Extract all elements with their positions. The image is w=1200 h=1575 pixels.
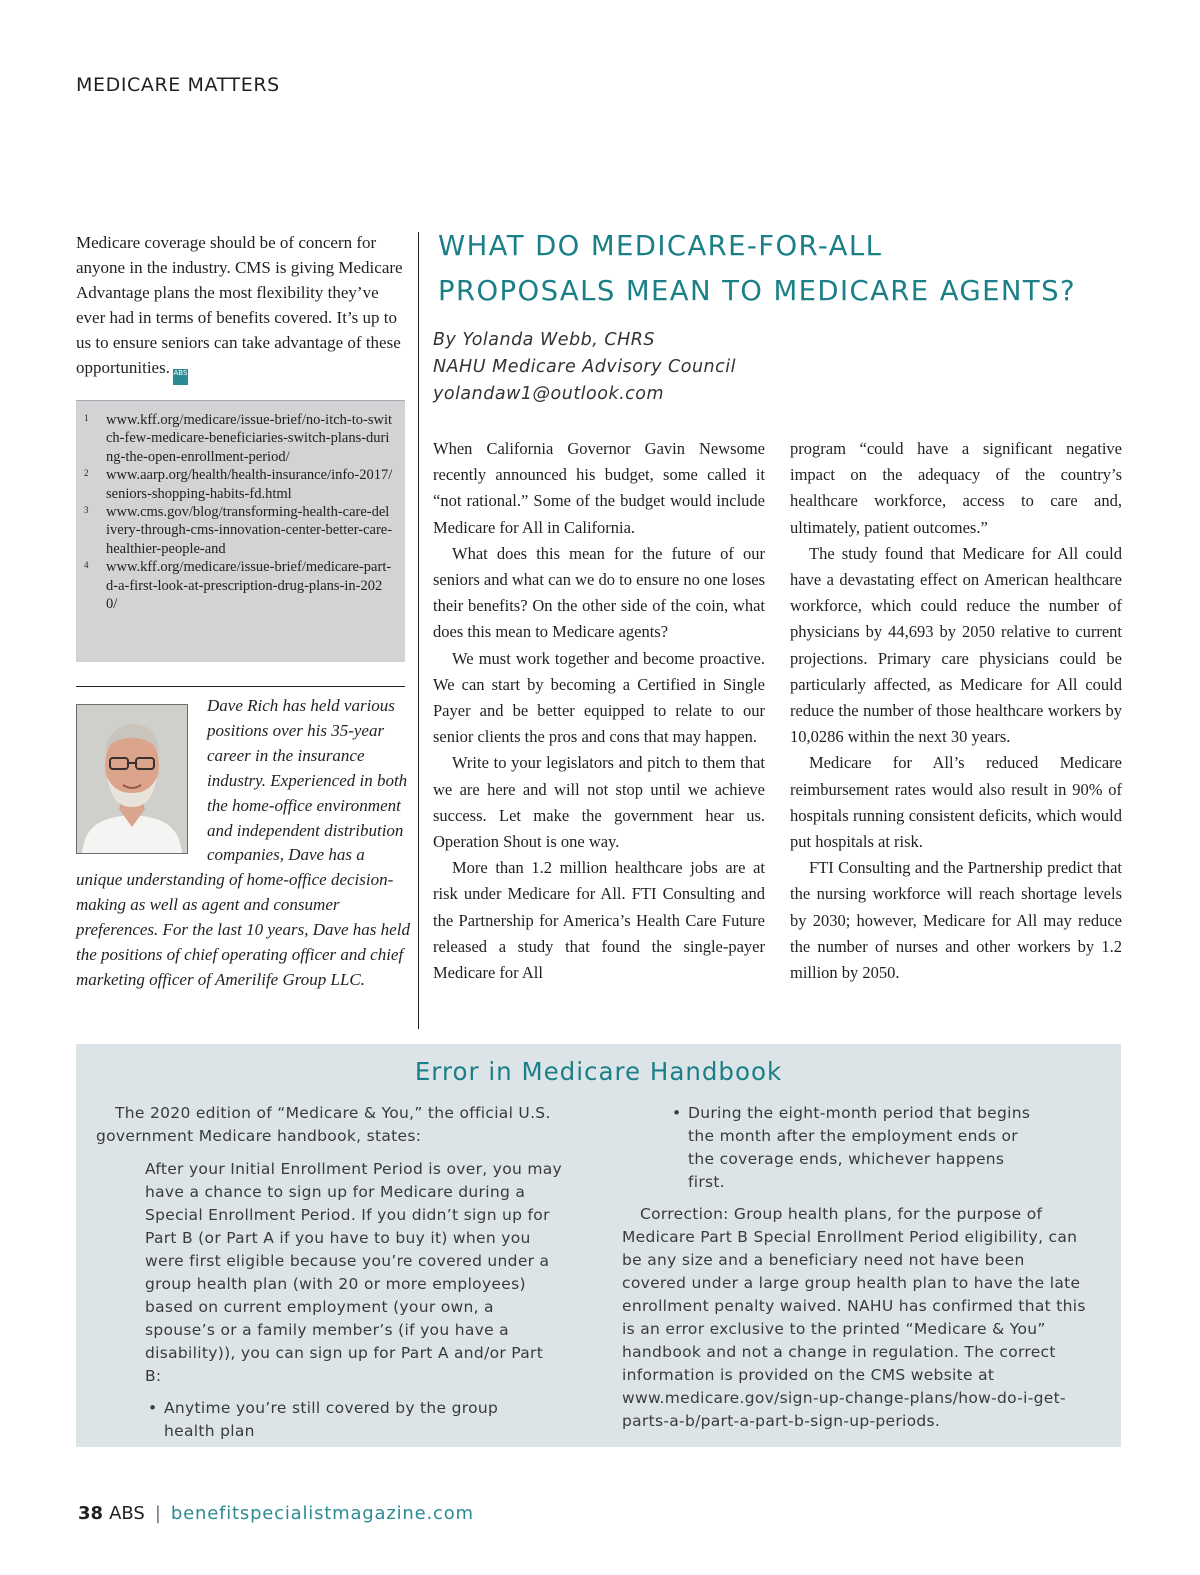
sidebar-right-column [622,1102,1092,1433]
article-paragraph: We must work together and become proactive. We can start by becoming a Certified in Single Payer and be better equipped to relate to our senior clients the pros and cons that may happen. [433,648,765,747]
abs-logo-icon: ABS [173,369,188,385]
section-label: MEDICARE MATTERS [76,74,280,96]
footnote-item [84,558,393,613]
sidebar-quote: After your Initial Enrollment Period is over, you may have a chance to sign up for Medicare during a Special Enrollment Period. If you didn’t sign up for Part B (or Part A if you have to buy it) when you were first eligible because you’re covered under a group health plan (with 20 or more employees) based on current employment (your own, a spouse’s or a family member’s (if you have a disability)), you can sign up for Part A and/or Part B: [145,1160,563,1385]
footnote-url: www.aarp.org/health/health-insurance/info-2017/seniors-shopping-habits-fd.html [106,467,393,502]
sidebar-bullet [145,1397,525,1443]
article-byline [433,327,833,408]
author-divider [76,686,405,687]
article-paragraph: The study found that Medicare for All could have a devastating effect on American healthcare workforce, which could reduce the number of physicians by 44,693 by 2050 relative to current projections. Primary care physicians could be particularly affected, as Medicare for All could reduce the number of those healthcare workers by 10,0286 within the next 30 years. [790,543,1122,747]
article-paragraph: Write to your legislators and pitch to them that we are here and will not stop until we achieve success. Let make the government hear us. Operation Shout is one way. [433,753,765,852]
sidebar-title: Error in Medicare Handbook [414,1057,783,1086]
article-headline [438,224,1138,314]
left-intro-body: Medicare coverage should be of concern for anyone in the industry. CMS is giving Medicare Advantage plans the most flexibility they’ve ever had in terms of benefits covered. It’s up to us to ensure seniors can take advantage of these opportunities. [76,233,403,377]
article-paragraph: When California Governor Gavin Newsome recently announced his budget, some called it “not rational.” Some of the budget would include Medicare for All in California. [433,439,765,537]
footnote-number: 1 [84,413,89,423]
footnote-number: 2 [84,468,89,479]
bullet-icon: • [672,1104,682,1122]
footnote-item [84,466,393,503]
article-column-2 [790,436,1122,986]
article-column-1 [433,436,765,986]
sidebar-correction: Correction: Group health plans, for the purpose of Medicare Part B Special Enrollment Period eligibility, can be any size and a beneficiary need not have been covered under a large group health plan to have the late enrollment penalty waived. NAHU has confirmed that this is an error exclusive to the printed “Medicare & You” handbook and not a change in regulation. The correct information is provided on the CMS website at www.medicare.gov/sign-up-change-plans/how-do-i-get-parts-a-b/part-a-part-b-sign-up-periods. [622,1205,1086,1430]
footnote-item [84,503,393,558]
byline-author: By Yolanda Webb, CHRS [433,330,656,350]
footnote-number: 3 [84,505,89,516]
byline-email: yolandaw1@outlook.com [433,384,665,404]
page-number: 38 [78,1503,104,1524]
byline-affiliation: NAHU Medicare Advisory Council [433,357,736,377]
sidebar-bullet [669,1102,1039,1194]
footnote-url: www.kff.org/medicare/issue-brief/medicare-part-d-a-first-look-at-prescription-drug-plans-in-2020/ [106,559,392,613]
left-intro-text [76,230,408,385]
footnote-number: 4 [84,560,89,571]
author-bio [76,694,412,993]
footnote-item [84,411,393,466]
footnotes-box [76,400,405,662]
bullet-text: During the eight-month period that begins the month after the employment ends or the coverage ends, whichever happens first. [688,1104,1031,1191]
sidebar-intro: The 2020 edition of “Medicare & You,” the official U.S. government Medicare handbook, states: [96,1104,551,1145]
footnote-url: www.kff.org/medicare/issue-brief/no-itch-to-switch-few-medicare-beneficiaries-switch-plans-during-the-open-enrollment-period/ [106,412,393,465]
footer-website-link[interactable]: benefitspecialistmagazine.com [170,1503,474,1524]
footer-publication: ABS [109,1503,145,1524]
column-rule [418,232,419,1029]
article-paragraph: More than 1.2 million healthcare jobs are at risk under Medicare for All. FTI Consulting and the Partnership for America’s Health Care Future released a study that found the single-payer Medicare for All [433,858,765,983]
page-footer [78,1503,474,1524]
article-paragraph: Medicare for All’s reduced Medicare reimbursement rates would also result in 90% of hospitals running consistent deficits, which would put hospitals at risk. [790,753,1122,852]
bullet-icon: • [148,1399,158,1417]
sidebar-left-column [96,1102,586,1443]
bullet-text: Anytime you’re still covered by the group health plan [164,1399,499,1440]
article-paragraph: program “could have a significant negative impact on the adequacy of the country’s healthcare workforce, access to care and, ultimately, patient outcomes.” [790,439,1122,537]
footnote-url: www.cms.gov/blog/transforming-health-care-delivery-through-cms-innovation-center-better-care-healthier-people-and [106,504,393,557]
headline-line: PROPOSALS MEAN TO MEDICARE AGENTS? [438,275,1076,307]
author-bio-text: Dave Rich has held various positions over his 35-year career in the insurance industry. Experienced in both the home-office environment and independent distribution companies, Dave has a unique understanding of home-office decision-making as well as agent and consumer preferences. For the last 10 years, Dave has held the positions of chief operating officer and chief marketing officer of Amerilife Group LLC. [76,696,410,989]
article-paragraph: FTI Consulting and the Partnership predict that the nursing workforce will reach shortage levels by 2030; however, Medicare for All may reduce the number of nurses and other workers by 1.2 million by 2050. [790,858,1122,983]
footer-separator: | [154,1503,161,1524]
article-paragraph: What does this mean for the future of our seniors and what can we do to ensure no one loses their benefits? On the other side of the coin, what does this mean to Medicare agents? [433,543,765,642]
headline-line: WHAT DO MEDICARE-FOR-ALL [438,230,883,262]
